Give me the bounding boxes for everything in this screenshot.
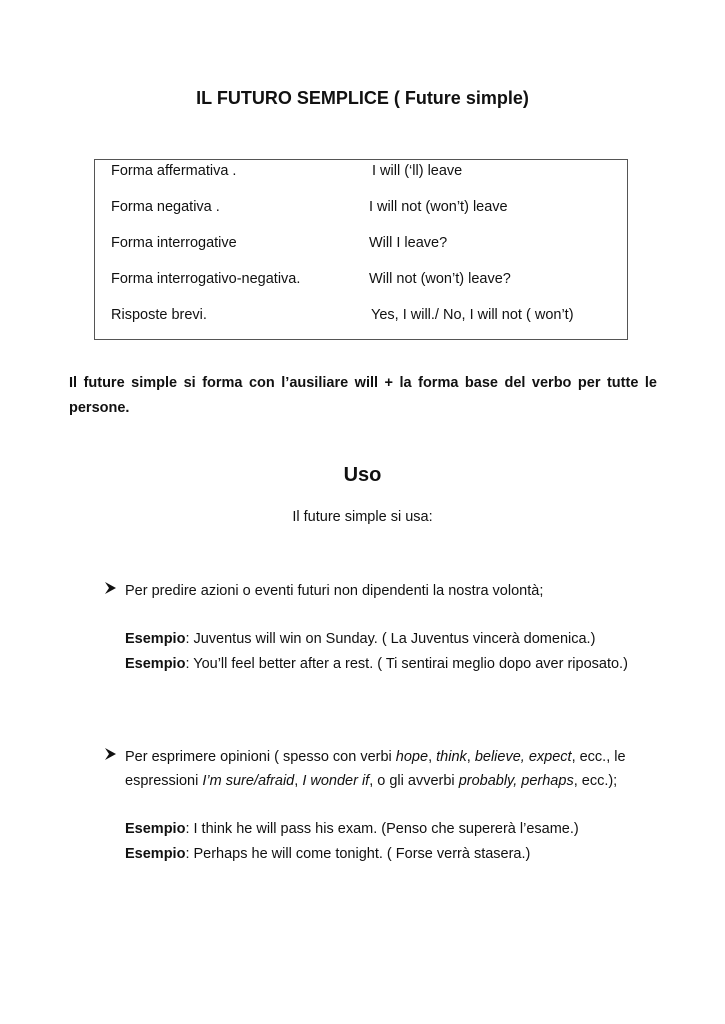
desc-part: , xyxy=(428,749,437,765)
example-text: : You’ll feel better after a rest. ( Ti sentirai meglio dopo aver riposato.) xyxy=(185,656,628,672)
usage-item xyxy=(104,579,664,677)
section-intro: Il future simple si usa: xyxy=(292,509,433,525)
form-example: I will (‘ll) leave xyxy=(372,163,463,179)
example-label: Esempio xyxy=(125,656,186,672)
rule-paragraph: Il future simple si forma con l’ausiliare will + la forma base del verbo per tutte le persone. xyxy=(69,375,657,416)
desc-part: , ecc.); xyxy=(573,773,618,789)
desc-part: , xyxy=(466,749,475,765)
example-line xyxy=(125,627,664,652)
arrowhead-bullet-icon xyxy=(104,746,118,762)
desc-part-italic: I’m sure/afraid xyxy=(202,773,295,789)
arrowhead-bullet-icon xyxy=(104,580,118,596)
desc-part-italic: I wonder if xyxy=(302,773,370,789)
example-label: Esempio xyxy=(125,821,186,837)
form-label: Forma interrogative xyxy=(111,235,237,251)
section-heading-uso: Uso xyxy=(343,464,382,486)
example-text: : I think he will pass his exam. (Penso che supererà l’esame.) xyxy=(185,821,579,837)
forms-table xyxy=(94,159,628,340)
form-label: Risposte brevi. xyxy=(111,307,207,323)
usage-description xyxy=(125,579,664,603)
example-text: : Juventus will win on Sunday. ( La Juventus vincerà domenica.) xyxy=(185,631,596,647)
form-label: Forma interrogativo-negativa. xyxy=(111,271,301,287)
desc-part: , ecc., le espressioni xyxy=(125,749,626,789)
form-example: Will not (won’t) leave? xyxy=(369,271,511,287)
example-label: Esempio xyxy=(125,631,186,647)
form-example: I will not (won’t) leave xyxy=(369,199,508,215)
desc-part: Per esprimere opinioni ( spesso con verbi xyxy=(125,749,396,765)
example-line xyxy=(125,817,664,842)
example-line xyxy=(125,652,664,677)
usage-description-text: Per predire azioni o eventi futuri non dipendenti la nostra volontà; xyxy=(125,583,544,599)
desc-part: , xyxy=(294,773,303,789)
example-text: : Perhaps he will come tonight. ( Forse verrà stasera.) xyxy=(185,846,531,862)
usage-description xyxy=(125,745,664,793)
page-title: IL FUTURO SEMPLICE ( Future simple) xyxy=(196,88,529,108)
form-example: Will I leave? xyxy=(369,235,448,251)
desc-part: , o gli avverbi xyxy=(369,773,459,789)
usage-item xyxy=(104,745,664,867)
form-row xyxy=(111,199,617,219)
form-row xyxy=(111,271,617,291)
desc-part-italic: probably, perhaps xyxy=(458,773,574,789)
form-row xyxy=(111,307,617,327)
usage-examples xyxy=(125,627,664,677)
desc-part-italic: think xyxy=(436,749,467,765)
usage-examples xyxy=(125,817,664,867)
form-label: Forma affermativa . xyxy=(111,163,237,179)
desc-part-italic: hope xyxy=(395,749,429,765)
example-line xyxy=(125,842,664,867)
desc-part-italic: believe, expect xyxy=(474,749,572,765)
form-example: Yes, I will./ No, I will not ( won’t) xyxy=(371,307,574,323)
form-row xyxy=(111,163,617,183)
example-label: Esempio xyxy=(125,846,186,862)
form-row xyxy=(111,235,617,255)
form-label: Forma negativa . xyxy=(111,199,220,215)
